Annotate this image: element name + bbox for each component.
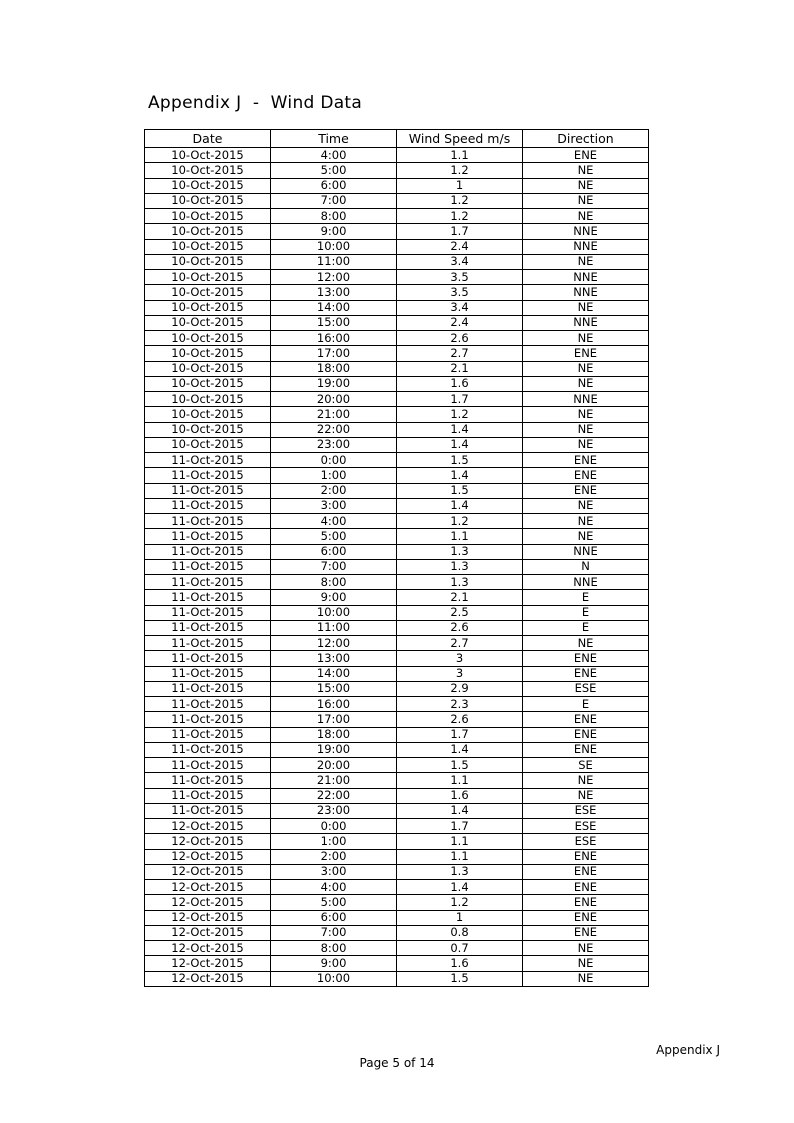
cell-time: 1:00 [271,834,397,849]
table-row [145,849,649,864]
cell-wind-speed: 1.3 [397,544,523,559]
table-row [145,941,649,956]
table-row [145,529,649,544]
cell-direction: ENE [523,148,649,163]
cell-time: 20:00 [271,758,397,773]
cell-date: 10-Oct-2015 [145,254,271,269]
cell-date: 10-Oct-2015 [145,224,271,239]
cell-direction: ENE [523,712,649,727]
table-row [145,666,649,681]
cell-wind-speed: 2.4 [397,315,523,330]
cell-time: 5:00 [271,895,397,910]
cell-date: 11-Oct-2015 [145,788,271,803]
cell-time: 16:00 [271,331,397,346]
cell-wind-speed: 1.6 [397,376,523,391]
cell-direction: NE [523,407,649,422]
cell-date: 10-Oct-2015 [145,361,271,376]
cell-date: 10-Oct-2015 [145,422,271,437]
cell-date: 12-Oct-2015 [145,819,271,834]
table-row [145,300,649,315]
cell-direction: E [523,590,649,605]
cell-direction: E [523,605,649,620]
cell-direction: NE [523,498,649,513]
cell-date: 11-Oct-2015 [145,590,271,605]
cell-date: 12-Oct-2015 [145,971,271,986]
cell-date: 10-Oct-2015 [145,346,271,361]
cell-wind-speed: 1.6 [397,956,523,971]
cell-direction: NE [523,773,649,788]
cell-direction: NE [523,376,649,391]
cell-time: 23:00 [271,437,397,452]
table-row [145,224,649,239]
cell-wind-speed: 1.7 [397,392,523,407]
cell-time: 9:00 [271,590,397,605]
cell-date: 10-Oct-2015 [145,376,271,391]
cell-wind-speed: 1.4 [397,742,523,757]
cell-date: 10-Oct-2015 [145,270,271,285]
table-row [145,956,649,971]
cell-wind-speed: 1.2 [397,163,523,178]
cell-direction: NNE [523,224,649,239]
cell-time: 15:00 [271,681,397,696]
cell-time: 8:00 [271,941,397,956]
cell-direction: NE [523,209,649,224]
cell-wind-speed: 1.2 [397,407,523,422]
cell-direction: ENE [523,925,649,940]
cell-date: 12-Oct-2015 [145,849,271,864]
cell-wind-speed: 2.7 [397,346,523,361]
cell-direction: NE [523,163,649,178]
cell-direction: NE [523,300,649,315]
table-row [145,575,649,590]
page-title: Appendix J - Wind Data [148,93,363,113]
cell-time: 23:00 [271,803,397,818]
cell-wind-speed: 1.3 [397,559,523,574]
cell-time: 12:00 [271,636,397,651]
table-row [145,544,649,559]
cell-time: 10:00 [271,239,397,254]
cell-date: 12-Oct-2015 [145,834,271,849]
cell-date: 11-Oct-2015 [145,575,271,590]
table-row [145,483,649,498]
table-header-row [145,130,649,148]
cell-wind-speed: 2.1 [397,361,523,376]
table-row [145,270,649,285]
cell-time: 7:00 [271,193,397,208]
cell-time: 11:00 [271,254,397,269]
table-row [145,803,649,818]
table-row [145,971,649,986]
table-row [145,773,649,788]
cell-wind-speed: 1.4 [397,437,523,452]
cell-date: 10-Oct-2015 [145,392,271,407]
table-row [145,239,649,254]
cell-direction: ESE [523,834,649,849]
cell-wind-speed: 1.2 [397,193,523,208]
table-row [145,209,649,224]
cell-wind-speed: 0.8 [397,925,523,940]
cell-date: 11-Oct-2015 [145,636,271,651]
cell-date: 10-Oct-2015 [145,315,271,330]
cell-direction: ENE [523,666,649,681]
cell-date: 12-Oct-2015 [145,880,271,895]
cell-direction: E [523,697,649,712]
cell-wind-speed: 1.1 [397,529,523,544]
cell-wind-speed: 1.1 [397,148,523,163]
cell-direction: ENE [523,468,649,483]
cell-wind-speed: 1.4 [397,468,523,483]
table-row [145,925,649,940]
cell-time: 5:00 [271,529,397,544]
cell-date: 11-Oct-2015 [145,697,271,712]
cell-wind-speed: 1.4 [397,498,523,513]
cell-wind-speed: 1.5 [397,483,523,498]
cell-wind-speed: 1.1 [397,773,523,788]
cell-time: 13:00 [271,651,397,666]
cell-date: 10-Oct-2015 [145,209,271,224]
cell-direction: NNE [523,315,649,330]
cell-direction: NNE [523,392,649,407]
cell-direction: NE [523,514,649,529]
cell-wind-speed: 1.5 [397,453,523,468]
cell-date: 11-Oct-2015 [145,803,271,818]
cell-time: 2:00 [271,849,397,864]
cell-date: 11-Oct-2015 [145,681,271,696]
cell-date: 11-Oct-2015 [145,559,271,574]
cell-date: 10-Oct-2015 [145,407,271,422]
cell-time: 22:00 [271,422,397,437]
cell-date: 10-Oct-2015 [145,193,271,208]
cell-date: 12-Oct-2015 [145,925,271,940]
cell-direction: NE [523,956,649,971]
table-row [145,315,649,330]
table-row [145,605,649,620]
cell-time: 1:00 [271,468,397,483]
cell-wind-speed: 1.2 [397,209,523,224]
footer-page-number: Page 5 of 14 [359,1056,435,1070]
cell-time: 4:00 [271,148,397,163]
table-row [145,895,649,910]
cell-time: 17:00 [271,346,397,361]
table-row [145,788,649,803]
cell-wind-speed: 1 [397,178,523,193]
cell-direction: ENE [523,895,649,910]
cell-wind-speed: 2.5 [397,605,523,620]
table-row [145,498,649,513]
cell-wind-speed: 1.3 [397,864,523,879]
cell-wind-speed: 1.1 [397,849,523,864]
cell-time: 8:00 [271,575,397,590]
cell-direction: ESE [523,819,649,834]
cell-direction: ENE [523,864,649,879]
cell-direction: E [523,620,649,635]
cell-wind-speed: 2.3 [397,697,523,712]
table-row [145,590,649,605]
cell-date: 11-Oct-2015 [145,468,271,483]
cell-date: 11-Oct-2015 [145,529,271,544]
cell-time: 6:00 [271,910,397,925]
cell-direction: NE [523,361,649,376]
table-row [145,819,649,834]
cell-time: 4:00 [271,880,397,895]
cell-direction: NE [523,178,649,193]
cell-direction: NNE [523,544,649,559]
cell-time: 6:00 [271,178,397,193]
cell-time: 18:00 [271,727,397,742]
cell-time: 21:00 [271,407,397,422]
cell-wind-speed: 2.6 [397,331,523,346]
cell-direction: NE [523,971,649,986]
cell-direction: NE [523,331,649,346]
cell-time: 6:00 [271,544,397,559]
cell-time: 15:00 [271,315,397,330]
cell-time: 5:00 [271,163,397,178]
cell-direction: ENE [523,849,649,864]
cell-date: 10-Oct-2015 [145,285,271,300]
cell-time: 11:00 [271,620,397,635]
table-row [145,422,649,437]
table-row [145,697,649,712]
cell-wind-speed: 1.5 [397,971,523,986]
cell-wind-speed: 1.4 [397,880,523,895]
cell-time: 16:00 [271,697,397,712]
cell-wind-speed: 1.2 [397,895,523,910]
cell-time: 7:00 [271,925,397,940]
cell-date: 12-Oct-2015 [145,864,271,879]
table-row [145,651,649,666]
table-row [145,758,649,773]
table-row [145,361,649,376]
cell-time: 9:00 [271,224,397,239]
cell-wind-speed: 3.4 [397,300,523,315]
table-row [145,727,649,742]
cell-direction: NE [523,437,649,452]
cell-wind-speed: 1.7 [397,727,523,742]
cell-direction: ENE [523,727,649,742]
cell-wind-speed: 1.3 [397,575,523,590]
cell-date: 11-Oct-2015 [145,758,271,773]
cell-time: 14:00 [271,300,397,315]
cell-date: 12-Oct-2015 [145,895,271,910]
cell-wind-speed: 3 [397,651,523,666]
cell-time: 2:00 [271,483,397,498]
header-direction: Direction [523,130,649,148]
table-row [145,407,649,422]
cell-date: 11-Oct-2015 [145,544,271,559]
table-row [145,742,649,757]
cell-time: 13:00 [271,285,397,300]
table-row [145,468,649,483]
cell-direction: NE [523,788,649,803]
cell-wind-speed: 1.4 [397,803,523,818]
cell-direction: ENE [523,483,649,498]
table-row [145,331,649,346]
cell-date: 11-Oct-2015 [145,666,271,681]
cell-time: 0:00 [271,819,397,834]
cell-wind-speed: 2.6 [397,712,523,727]
header-date: Date [145,130,271,148]
table-row [145,437,649,452]
cell-time: 14:00 [271,666,397,681]
wind-data-table [144,129,649,987]
cell-time: 10:00 [271,971,397,986]
cell-date: 11-Oct-2015 [145,773,271,788]
cell-time: 20:00 [271,392,397,407]
cell-direction: ENE [523,742,649,757]
cell-time: 0:00 [271,453,397,468]
table-body [145,148,649,987]
cell-time: 17:00 [271,712,397,727]
cell-wind-speed: 3.5 [397,270,523,285]
cell-wind-speed: 2.6 [397,620,523,635]
cell-date: 11-Oct-2015 [145,483,271,498]
table-row [145,880,649,895]
cell-time: 10:00 [271,605,397,620]
cell-direction: ESE [523,681,649,696]
cell-wind-speed: 1.7 [397,224,523,239]
cell-direction: NNE [523,270,649,285]
cell-direction: NE [523,193,649,208]
cell-date: 11-Oct-2015 [145,620,271,635]
table-row [145,178,649,193]
cell-date: 12-Oct-2015 [145,956,271,971]
cell-direction: ENE [523,453,649,468]
cell-direction: NE [523,422,649,437]
table-row [145,681,649,696]
cell-time: 4:00 [271,514,397,529]
cell-time: 9:00 [271,956,397,971]
header-wind-speed: Wind Speed m/s [397,130,523,148]
table-row [145,163,649,178]
cell-date: 11-Oct-2015 [145,453,271,468]
cell-date: 10-Oct-2015 [145,178,271,193]
cell-time: 12:00 [271,270,397,285]
cell-time: 3:00 [271,864,397,879]
cell-direction: ENE [523,651,649,666]
table-row [145,620,649,635]
cell-wind-speed: 2.1 [397,590,523,605]
cell-time: 18:00 [271,361,397,376]
cell-direction: NE [523,941,649,956]
cell-wind-speed: 1.1 [397,834,523,849]
table-row [145,910,649,925]
cell-wind-speed: 3 [397,666,523,681]
cell-time: 21:00 [271,773,397,788]
cell-date: 10-Oct-2015 [145,331,271,346]
cell-direction: ENE [523,910,649,925]
cell-wind-speed: 1.7 [397,819,523,834]
cell-date: 10-Oct-2015 [145,239,271,254]
cell-wind-speed: 2.7 [397,636,523,651]
cell-direction: ENE [523,880,649,895]
cell-time: 7:00 [271,559,397,574]
cell-wind-speed: 1.6 [397,788,523,803]
table-row [145,254,649,269]
cell-direction: NE [523,254,649,269]
cell-wind-speed: 0.7 [397,941,523,956]
cell-direction: N [523,559,649,574]
cell-time: 19:00 [271,742,397,757]
cell-time: 19:00 [271,376,397,391]
header-time: Time [271,130,397,148]
table-row [145,712,649,727]
cell-date: 10-Oct-2015 [145,163,271,178]
cell-wind-speed: 1.4 [397,422,523,437]
cell-wind-speed: 3.5 [397,285,523,300]
table-row [145,193,649,208]
cell-wind-speed: 1.5 [397,758,523,773]
table-row [145,834,649,849]
cell-wind-speed: 2.4 [397,239,523,254]
cell-time: 22:00 [271,788,397,803]
cell-date: 11-Oct-2015 [145,605,271,620]
cell-direction: NNE [523,575,649,590]
table-row [145,376,649,391]
cell-date: 10-Oct-2015 [145,300,271,315]
table-row [145,346,649,361]
cell-wind-speed: 1 [397,910,523,925]
cell-date: 10-Oct-2015 [145,437,271,452]
cell-date: 11-Oct-2015 [145,651,271,666]
cell-direction: NNE [523,239,649,254]
cell-date: 11-Oct-2015 [145,514,271,529]
table-row [145,559,649,574]
cell-direction: ESE [523,803,649,818]
cell-wind-speed: 1.2 [397,514,523,529]
cell-direction: SE [523,758,649,773]
table-row [145,392,649,407]
cell-direction: NE [523,529,649,544]
cell-wind-speed: 3.4 [397,254,523,269]
cell-date: 11-Oct-2015 [145,712,271,727]
cell-direction: NE [523,636,649,651]
table-row [145,864,649,879]
cell-date: 12-Oct-2015 [145,910,271,925]
cell-time: 8:00 [271,209,397,224]
table-row [145,148,649,163]
cell-date: 12-Oct-2015 [145,941,271,956]
cell-direction: NNE [523,285,649,300]
table-row [145,285,649,300]
cell-date: 11-Oct-2015 [145,742,271,757]
cell-date: 11-Oct-2015 [145,498,271,513]
cell-wind-speed: 2.9 [397,681,523,696]
footer-appendix-label: Appendix J [656,1043,720,1057]
cell-date: 11-Oct-2015 [145,727,271,742]
cell-date: 10-Oct-2015 [145,148,271,163]
table-row [145,636,649,651]
cell-time: 3:00 [271,498,397,513]
table-row [145,514,649,529]
table-row [145,453,649,468]
cell-direction: ENE [523,346,649,361]
